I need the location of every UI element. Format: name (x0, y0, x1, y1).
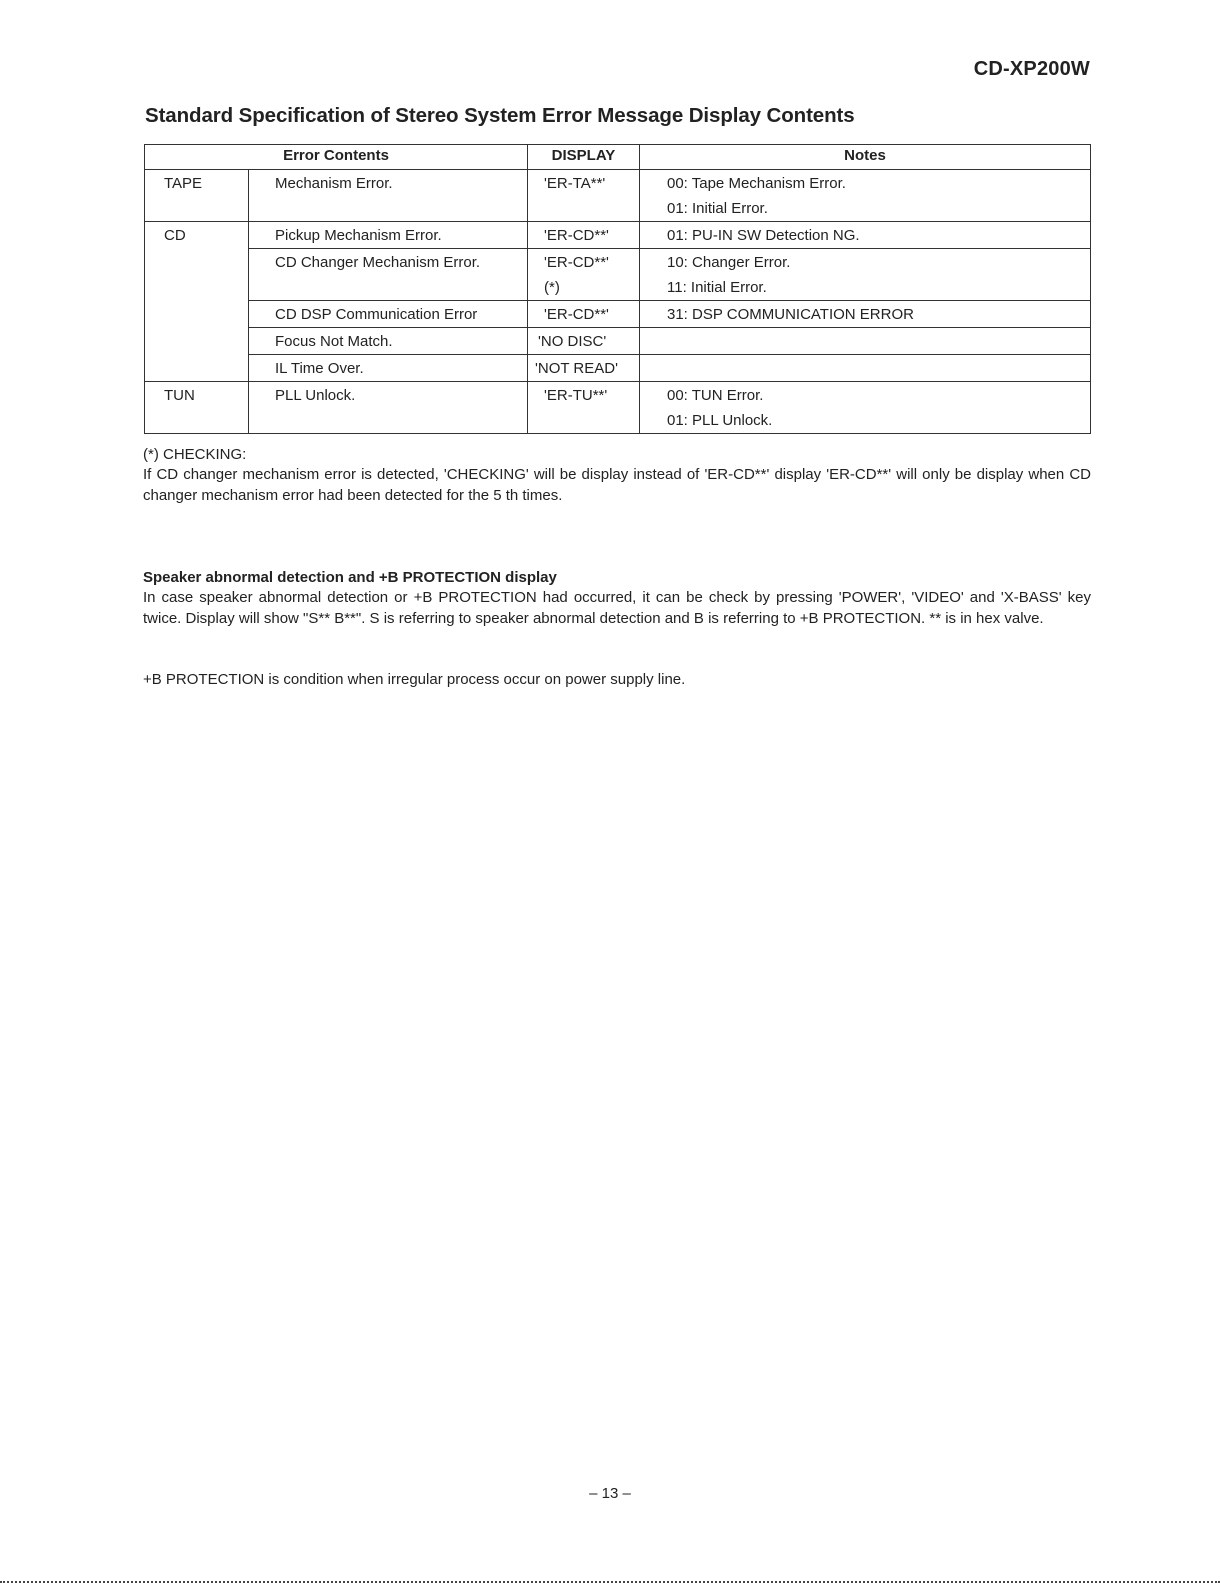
b-protection-paragraph: +B PROTECTION is condition when irregular process occur on power supply line. (143, 671, 686, 688)
category-tun: TUN (145, 382, 249, 434)
table-row (145, 355, 1091, 382)
error-spec-table (144, 144, 1091, 434)
header-notes: Notes (640, 145, 1091, 170)
error-notes: 01: PU-IN SW Detection NG. (640, 222, 1091, 249)
error-description: CD Changer Mechanism Error. (249, 249, 528, 301)
table-row (145, 328, 1091, 355)
page-number: – 13 – (589, 1485, 631, 1502)
page-edge-divider (0, 1579, 1220, 1583)
error-notes: 00: TUN Error. 01: PLL Unlock. (640, 382, 1091, 434)
speaker-section-heading: Speaker abnormal detection and +B PROTECTION display (143, 569, 557, 586)
display-code: 'NOT READ' (528, 355, 640, 382)
error-description: Focus Not Match. (249, 328, 528, 355)
model-number: CD-XP200W (973, 58, 1090, 80)
footnote-label: (*) CHECKING: (143, 446, 247, 463)
display-code: 'ER-TU**' (528, 382, 640, 434)
display-code: 'ER-CD**' (*) (528, 249, 640, 301)
error-description: Mechanism Error. (249, 170, 528, 222)
table-header-row (145, 145, 1091, 170)
table-row (145, 382, 1091, 434)
error-notes (640, 328, 1091, 355)
display-code: 'NO DISC' (528, 328, 640, 355)
category-tape: TAPE (145, 170, 249, 222)
header-error-contents: Error Contents (145, 145, 528, 170)
error-notes: 10: Changer Error. 11: Initial Error. (640, 249, 1091, 301)
speaker-section-paragraph: In case speaker abnormal detection or +B PROTECTION had occurred, it can be check by pressing 'POWER', 'VIDEO' and 'X-BASS' key twice. Display will show "S** B**". S is referring to speaker abnormal detection and B is referring to +B PROTECTION. ** is in hex valve. (143, 589, 1091, 627)
category-cd: CD (145, 222, 249, 382)
table-row (145, 301, 1091, 328)
checking-footnote-marker: (*) (544, 279, 560, 296)
display-code: 'ER-CD**' (528, 222, 640, 249)
error-notes: 00: Tape Mechanism Error. 01: Initial Error. (640, 170, 1091, 222)
table-row (145, 170, 1091, 222)
display-code: 'ER-TA**' (528, 170, 640, 222)
error-description: CD DSP Communication Error (249, 301, 528, 328)
display-code: 'ER-CD**' (528, 301, 640, 328)
table-row (145, 249, 1091, 301)
table-row (145, 222, 1091, 249)
header-display: DISPLAY (528, 145, 640, 170)
page-title: Standard Specification of Stereo System Error Message Display Contents (145, 104, 855, 127)
error-description: Pickup Mechanism Error. (249, 222, 528, 249)
error-description: IL Time Over. (249, 355, 528, 382)
error-notes (640, 355, 1091, 382)
error-notes: 31: DSP COMMUNICATION ERROR (640, 301, 1091, 328)
footnote-text: If CD changer mechanism error is detected, 'CHECKING' will be display instead of 'ER-CD**' display 'ER-CD**' will only be display when CD changer mechanism error had been detected for the 5 th times. (143, 466, 1091, 504)
error-description: PLL Unlock. (249, 382, 528, 434)
